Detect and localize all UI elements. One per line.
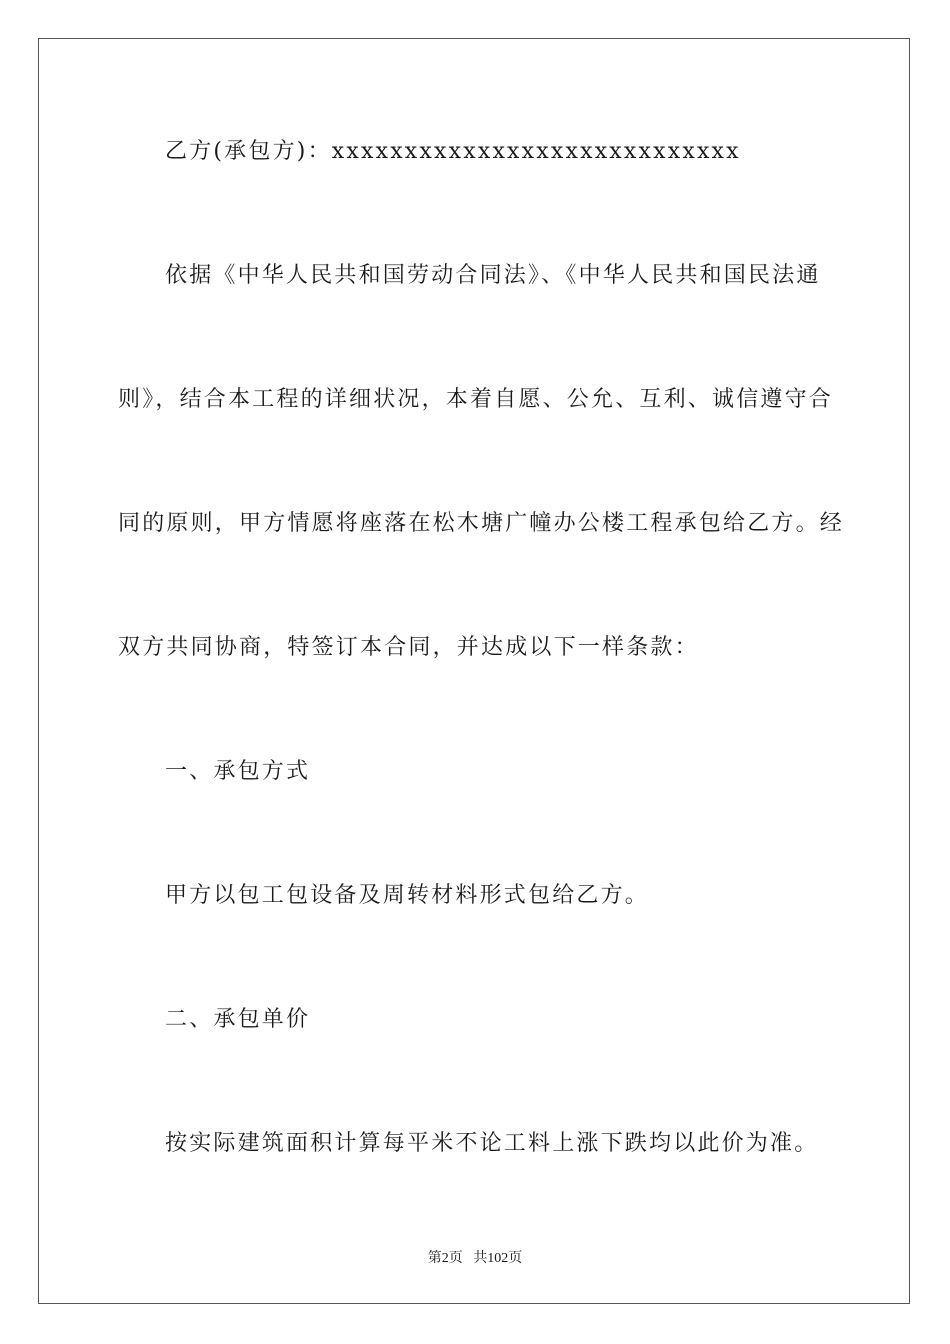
- paragraph-line-1: 依据《中华人民共和国劳动合同法》、《中华人民共和国民法通: [165, 263, 821, 288]
- paragraph-line-3: 同的原则，甲方情愿将座落在松木塘广幢办公楼工程承包给乙方。经: [118, 511, 845, 536]
- paragraph-line-2: 则》，结合本工程的详细状况，本着自愿、公允、互利、诚信遵守合: [118, 387, 834, 412]
- page-number: 第2页: [427, 1251, 463, 1266]
- section-text-2: 按实际建筑面积计算每平米不论工料上涨下跌均以此价为准。: [165, 1131, 819, 1156]
- section-heading-2: 二、承包单价: [165, 1007, 311, 1032]
- paragraph-line-4: 双方共同协商，特签订本合同，并达成以下一样条款：: [118, 635, 699, 660]
- section-text-1: 甲方以包工包设备及周转材料形式包给乙方。: [165, 883, 650, 908]
- page-total: 共102页: [473, 1251, 523, 1266]
- section-heading-1: 一、承包方式: [165, 759, 311, 784]
- page-border: [38, 38, 910, 1304]
- page-footer: [0, 1247, 950, 1267]
- party-b-line: 乙方(承包方)：xxxxxxxxxxxxxxxxxxxxxxxxxxxx: [165, 139, 741, 164]
